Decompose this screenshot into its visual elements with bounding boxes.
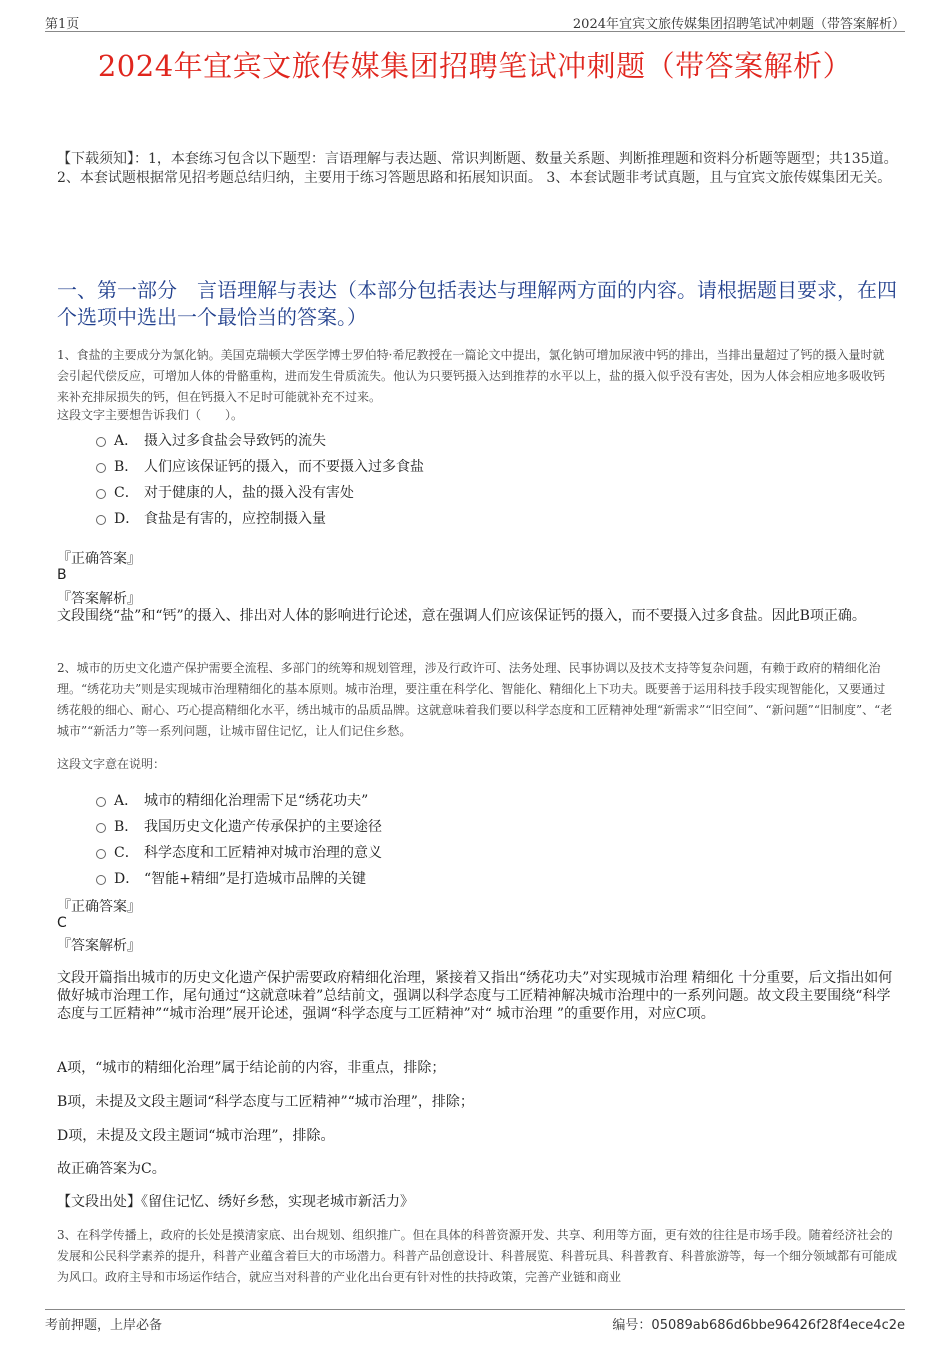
option-text: 对于健康的人，盐的摄入没有害处 (144, 485, 354, 501)
option-letter: B． (114, 459, 139, 475)
question-1-stem: 这段文字主要想告诉我们（ ）。 (57, 408, 244, 422)
option-letter: C． (114, 845, 139, 861)
radio-icon[interactable] (96, 849, 106, 859)
question-2-text: 2、城市的历史文化遗产保护需要全流程、多部门的统筹和规划管理，涉及行政许可、法务处理、民事协调以及技术支持等复杂问题，有赖于政府的精细化治理。“绣花功夫”则是实现城市治理精细化的基本原则。城市治理，要注重在科学化、智能化、精细化上下功夫。既要善于运用科技手段实现智能化，又要通过绣花般的细心、耐心、巧心提高精细化水平，绣出城市的品质品牌。这就意味着我们要以科学态度和工匠精神处理“新需求”“旧空间”、“新问题”“旧制度”、“老城市”“新活力”等一系列问题，让城市留住记忆，让人们记住乡愁。 (57, 661, 893, 738)
option-text: 摄入过多食盐会导致钙的流失 (144, 433, 326, 449)
q2-correct-answer-label: 『正确答案』 (57, 899, 141, 915)
q2-correct-answer: C (57, 915, 67, 931)
q2-note-a: A项，“城市的精细化治理”属于结论前的内容，非重点，排除； (57, 1060, 446, 1076)
q2-source: 【文段出处】《留住记忆、绣好乡愁，实现老城市新活力》 (57, 1194, 414, 1210)
radio-icon[interactable] (96, 515, 106, 525)
radio-icon[interactable] (96, 797, 106, 807)
q2-option-a[interactable] (96, 790, 368, 810)
option-letter: D． (114, 511, 140, 527)
option-letter: A． (114, 793, 139, 809)
option-text: 人们应该保证钙的摄入，而不要摄入过多食盐 (144, 459, 424, 475)
section-heading: 一、第一部分 言语理解与表达（本部分包括表达与理解两方面的内容。请根据题目要求，在四个选项中选出一个最恰当的答案。） (57, 278, 897, 329)
q1-option-c[interactable] (96, 482, 354, 502)
q1-analysis: 文段围绕“盐”和“钙”的摄入、排出对人体的影响进行论述，意在强调人们应该保证钙的摄入，而不要摄入过多食盐。因此B项正确。 (57, 608, 866, 624)
q1-correct-answer: B (57, 567, 67, 583)
footer-code-label: 编号： (612, 1318, 652, 1333)
q2-note-b: B项，未提及文段主题词“科学态度与工匠精神”“城市治理”，排除； (57, 1094, 474, 1110)
option-text: 城市的精细化治理需下足“绣花功夫” (144, 793, 369, 809)
option-letter: C． (114, 485, 139, 501)
q1-correct-answer-label: 『正确答案』 (57, 551, 141, 567)
option-text: “智能+精细”是打造城市品牌的关键 (144, 871, 367, 887)
download-notice: 【下载须知】：1，本套练习包含以下题型：言语理解与表达题、常识判断题、数量关系题、判断推理题和资料分析题等题型；共135道。 2、本套试题根据常见招考题总结归纳，主要用于练习答题思路和拓展知识面。 3、本套试题非考试真题，且与宜宾文旅传媒集团无关。 (57, 151, 898, 186)
q1-option-b[interactable] (96, 456, 424, 476)
q2-option-b[interactable] (96, 816, 382, 836)
header-doc-title: 2024年宜宾文旅传媒集团招聘笔试冲刺题（带答案解析） (572, 17, 905, 32)
q2-note-d: D项，未提及文段主题词“城市治理”，排除。 (57, 1128, 335, 1144)
question-2-stem: 这段文字意在说明： (57, 757, 166, 771)
radio-icon[interactable] (96, 875, 106, 885)
radio-icon[interactable] (96, 823, 106, 833)
question-3-text: 3、在科学传播上，政府的长处是摸清家底、出台规划、组织推广。但在具体的科普资源开发、共享、利用等方面，更有效的往往是市场手段。随着经济社会的发展和公民科学素养的提升，科普产业蕴含着巨大的市场潜力。科普产品创意设计、科普展览、科普玩具、科普教育、科普旅游等，每一个细分领域都有可能成为风口。政府主导和市场运作结合，就应当对科普的产业化出台更有针对性的扶持政策，完善产业链和商业 (57, 1228, 898, 1284)
footer-code (612, 1314, 905, 1333)
radio-icon[interactable] (96, 437, 106, 447)
footer-code-value: 05089ab686d6bbe96426f28f4ece4c2e (651, 1318, 905, 1333)
footer-divider (45, 1309, 905, 1310)
q2-option-c[interactable] (96, 842, 382, 862)
option-text: 食盐是有害的，应控制摄入量 (144, 511, 326, 527)
page-number: 第1页 (45, 17, 80, 32)
q1-option-d[interactable] (96, 508, 326, 528)
option-letter: A． (114, 433, 139, 449)
q2-analysis: 文段开篇指出城市的历史文化遗产保护需要政府精细化治理，紧接着又指出“绣花功夫”对实现城市治理 精细化 十分重要，后文指出如何做好城市治理工作，尾句通过“这就意味着”总结前文，强调以科学态度与工匠精神解决城市治理中的一系列问题。故文段主要围绕“科学态度与工匠精神”“城市治理”展开论述，强调“科学态度与工匠精神”对“ 城市治理 ”的重要作用，对应C项。 (57, 970, 893, 1022)
q1-option-a[interactable] (96, 430, 326, 450)
option-letter: B． (114, 819, 139, 835)
question-1-text: 1、食盐的主要成分为氯化钠。美国克瑞顿大学医学博士罗伯特·希尼教授在一篇论文中提出，氯化钠可增加尿液中钙的排出，当排出量超过了钙的摄入量时就会引起代偿反应，可增加人体的骨骼重构，进而发生骨质流失。他认为只要钙摄入达到推荐的水平以上，盐的摄入似乎没有害处，因为人体会相应地多吸收钙来补充排尿损失的钙，但在钙摄入不足时可能就补充不过来。 (57, 348, 886, 404)
q2-option-d[interactable] (96, 868, 366, 888)
radio-icon[interactable] (96, 489, 106, 499)
page-title: 2024年宜宾文旅传媒集团招聘笔试冲刺题（带答案解析） (97, 49, 853, 83)
radio-icon[interactable] (96, 463, 106, 473)
footer-slogan: 考前押题，上岸必备 (45, 1318, 163, 1333)
q2-analysis-label: 『答案解析』 (57, 938, 141, 954)
header-divider (45, 31, 905, 32)
option-text: 科学态度和工匠精神对城市治理的意义 (144, 845, 382, 861)
q2-conclusion: 故正确答案为C。 (57, 1161, 166, 1177)
q1-analysis-label: 『答案解析』 (57, 591, 141, 607)
option-text: 我国历史文化遗产传承保护的主要途径 (144, 819, 382, 835)
option-letter: D． (114, 871, 140, 887)
